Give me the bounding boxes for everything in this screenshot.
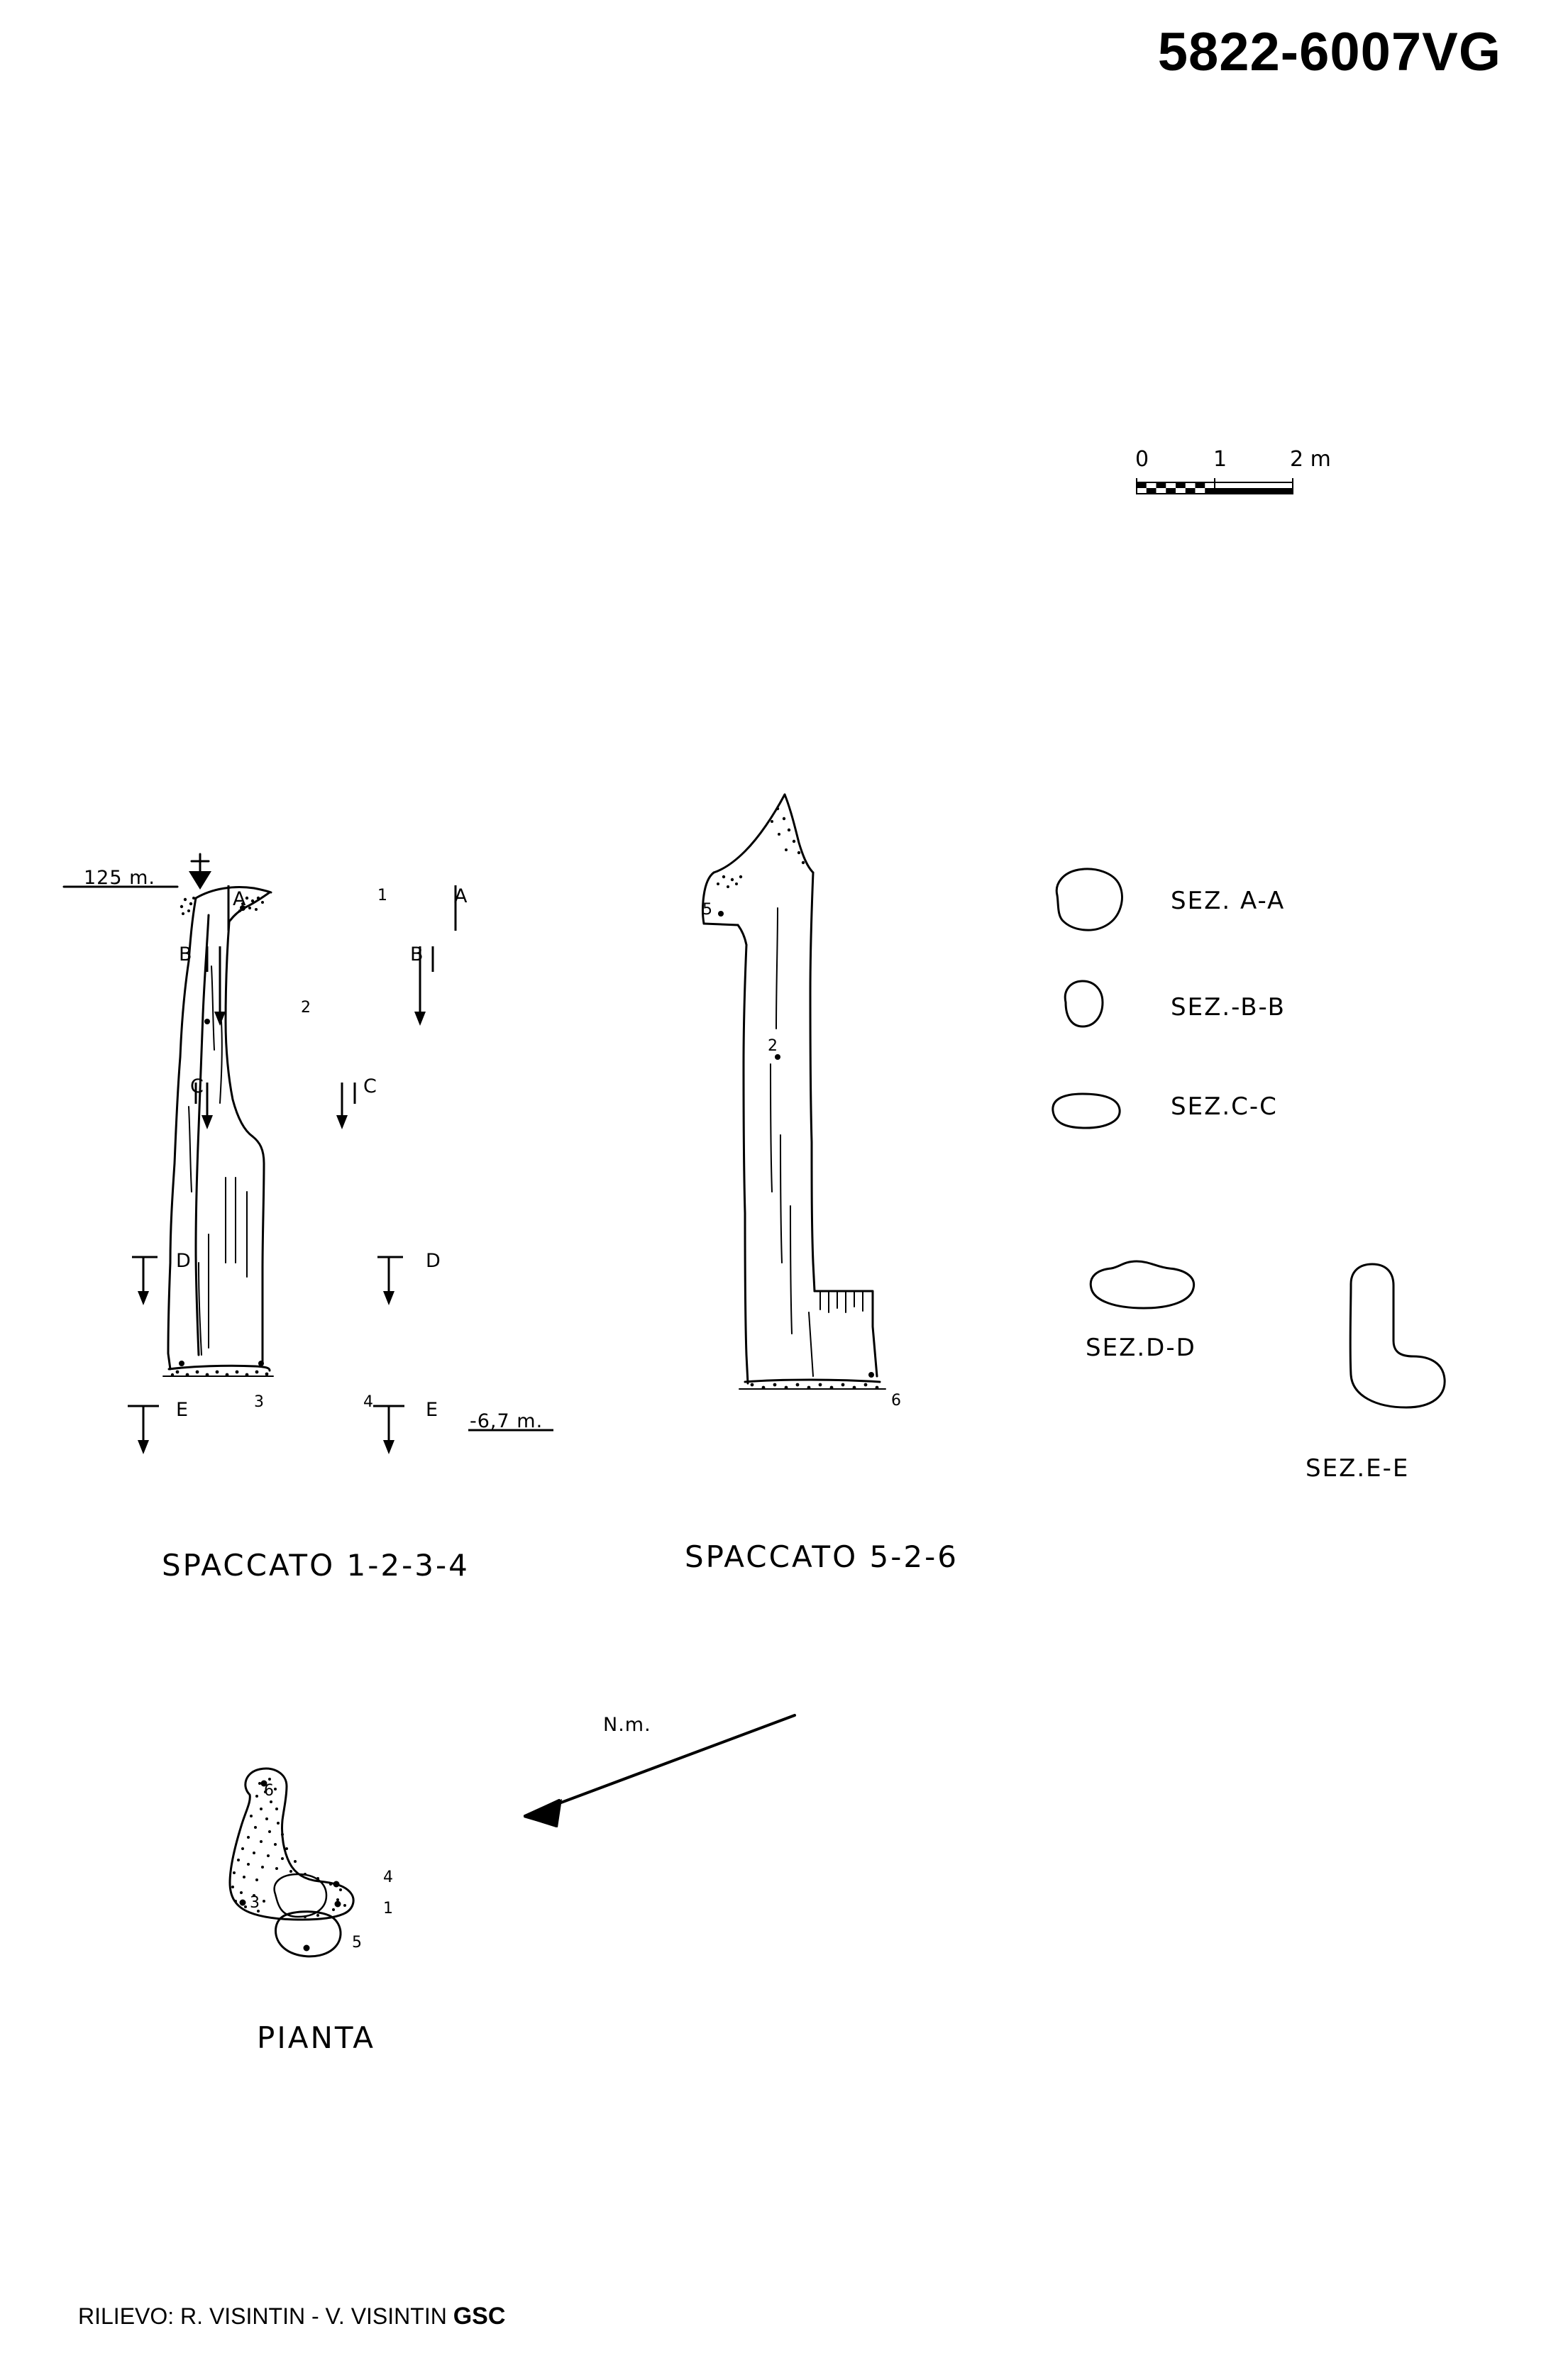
profile-right-drawing [639, 766, 937, 1468]
scale-tick-0: 0 [1135, 447, 1149, 472]
section-mark-right-D: D [426, 1250, 441, 1272]
section-mark-right-E: E [426, 1399, 439, 1421]
north-label: N.m. [603, 1714, 651, 1736]
section-label-D: SEZ.D-D [1086, 1334, 1196, 1362]
profile-left-section-marks [57, 809, 596, 1468]
section-mark-left-B: B [179, 943, 193, 965]
plan-station-label-4: 4 [383, 1869, 393, 1886]
scale-tick-2: 2 m [1290, 447, 1331, 472]
scale-bar [1135, 447, 1362, 509]
section-mark-right-A: A [454, 885, 468, 907]
section-shape-B [1050, 975, 1114, 1036]
station-label-3: 3 [254, 1393, 264, 1411]
depth-label: -6,7 m. [470, 1410, 543, 1432]
section-label-B: SEZ.-B-B [1171, 993, 1286, 1022]
survey-credit [78, 2303, 505, 2330]
station-label-6: 6 [891, 1392, 901, 1410]
section-label-C: SEZ.C-C [1171, 1092, 1278, 1121]
section-mark-left-E: E [176, 1399, 189, 1421]
section-mark-right-C: C [363, 1075, 377, 1097]
section-shape-A [1043, 864, 1135, 942]
section-mark-left-C: C [190, 1075, 204, 1097]
plan-station-label-1: 1 [383, 1900, 393, 1917]
station-label-2-right: 2 [768, 1037, 778, 1055]
station-label-2: 2 [301, 999, 311, 1017]
survey-credit-text: RILIEVO: R. VISINTIN - V. VISINTIN [78, 2303, 447, 2329]
plan-station-label-5: 5 [352, 1934, 362, 1952]
cadastre-number: 5822-6007VG [1157, 22, 1501, 82]
altitude-label: 125 m. [84, 867, 156, 889]
scale-bar-labels [1135, 447, 1348, 474]
station-label-4: 4 [363, 1393, 373, 1411]
plan-drawing [199, 1752, 454, 2008]
section-shape-D [1078, 1249, 1206, 1327]
section-label-E: SEZ.E-E [1306, 1454, 1410, 1483]
scale-tick-1: 1 [1213, 447, 1227, 472]
plan-station-label-6: 6 [264, 1782, 274, 1800]
station-label-1: 1 [377, 887, 387, 904]
profile-right-caption: SPACCATO 5-2-6 [685, 1539, 959, 1574]
plan-caption: PIANTA [257, 2020, 375, 2055]
profile-left-caption: SPACCATO 1-2-3-4 [162, 1548, 470, 1583]
section-shape-C [1042, 1084, 1134, 1141]
survey-group-label: GSC [453, 2303, 506, 2330]
section-shape-E [1327, 1256, 1469, 1447]
section-mark-left-A: A [233, 888, 247, 910]
station-label-5: 5 [702, 901, 712, 919]
scale-bar-graphic [1135, 474, 1362, 505]
section-mark-left-D: D [176, 1250, 192, 1272]
plan-station-label-3: 3 [250, 1894, 260, 1912]
section-label-A: SEZ. A-A [1171, 887, 1286, 915]
section-mark-right-B: B [410, 943, 424, 965]
